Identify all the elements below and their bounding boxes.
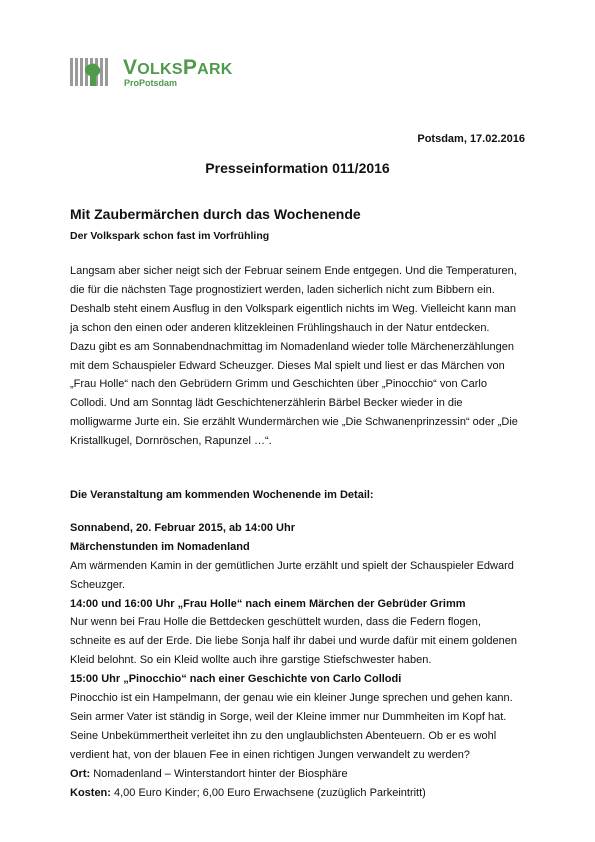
- press-title: Presseinformation 011/2016: [205, 160, 390, 176]
- event-title: Märchenstunden im Nomadenland: [70, 540, 250, 553]
- location-line: [70, 765, 528, 784]
- volkspark-logo: [70, 55, 260, 89]
- date-line: Potsdam, 17.02.2016: [417, 133, 525, 145]
- text-line: schneite es auf der Erde. Die liebe Sonja half ihr dabei und wurde dafür mit einem goldenen: [70, 635, 517, 648]
- location-value: Nomadenland – Winterstandort hinter der Biosphäre: [90, 767, 348, 780]
- headline: Mit Zaubermärchen durch das Wochenende: [70, 206, 361, 222]
- event-details: [70, 486, 528, 803]
- text-line: die für die nächsten Tage prognostiziert werden, laden sicherlich nicht zum Bibbern ein.: [70, 283, 495, 296]
- text-line: Nur wenn bei Frau Holle die Bettdecken geschüttelt wurden, dass die Federn flogen,: [70, 616, 481, 629]
- logo-subtitle: ProPotsdam: [124, 78, 178, 88]
- text-line: Kleid belohnt. So ein Kleid wollte auch ihre garstige Stiefschwester haben.: [70, 654, 432, 667]
- logo-wordmark: VOLKSPARK: [123, 56, 233, 79]
- text-line: Am wärmenden Kamin in der gemütlichen Jurte erzählt und spielt der Schauspieler Edward: [70, 559, 514, 572]
- text-line: Seine Unbekümmertheit verleitet ihn zu den unglaublichsten Abenteuern. Ob er es wohl: [70, 729, 497, 742]
- cost-value: 4,00 Euro Kinder; 6,00 Euro Erwachsene (zuzüglich Parkeintritt): [110, 786, 426, 799]
- program-item-title: 15:00 Uhr „Pinocchio“ nach einer Geschichte von Carlo Collodi: [70, 673, 402, 686]
- text-line: Kristallkugel, Dornröschen, Rapunzel …“.: [70, 435, 272, 448]
- volkspark-emblem-icon: [70, 55, 116, 89]
- event-date: Sonnabend, 20. Februar 2015, ab 14:00 Uhr: [70, 521, 295, 534]
- text-line: Pinocchio ist ein Hampelmann, der genau wie ein kleiner Junge sprechen und gehen kann.: [70, 692, 513, 705]
- program-item-title: 14:00 und 16:00 Uhr „Frau Holle“ nach einem Märchen der Gebrüder Grimm: [70, 597, 466, 610]
- text-line: Sein armer Vater ist ständig in Sorge, weil der Kleine immer nur Dummheiten im Kopf hat.: [70, 710, 507, 723]
- text-line: Dazu gibt es am Sonnabendnachmittag im Nomadenland wieder tolle Märchenerzählungen: [70, 340, 514, 353]
- text-line: verdient hat, von der blauen Fee in einen richtigen Jungen verwandelt zu werden?: [70, 748, 470, 761]
- text-line: Scheuzger.: [70, 578, 126, 591]
- spacer: [70, 505, 528, 519]
- location-label: Ort:: [70, 767, 91, 780]
- text-line: Langsam aber sicher neigt sich der Februar seinem Ende entgegen. Und die Temperaturen,: [70, 265, 517, 277]
- subheadline: Der Volkspark schon fast im Vorfrühling: [70, 230, 270, 242]
- text-line: mit dem Schauspieler Edward Scheuzger. Dieses Mal spielt und liest er das Märchen von: [70, 359, 505, 372]
- text-line: molligwarme Jurte ein. Sie erzählt Wundermärchen wie „Die Schwanenprinzessin“ oder „Die: [70, 416, 518, 429]
- text-line: Collodi. Und am Sonntag lädt Geschichtenerzählerin Bärbel Becker wieder in die: [70, 397, 463, 410]
- cost-line: [70, 784, 528, 803]
- intro-paragraph: [70, 262, 528, 451]
- cost-label: Kosten:: [70, 786, 111, 799]
- text-line: ja schon den einen oder anderen klitzekleinen Frühlingshauch in der Natur entdecken.: [70, 321, 490, 334]
- text-line: „Frau Holle“ nach den Gebrüdern Grimm und Geschichten über „Pinocchio“ von Carlo: [70, 378, 487, 391]
- section-heading: Die Veranstaltung am kommenden Wochenende im Detail:: [70, 489, 374, 501]
- text-line: Deshalb steht einem Ausflug in den Volkspark eigentlich nichts im Weg. Vielleicht kann man: [70, 302, 516, 315]
